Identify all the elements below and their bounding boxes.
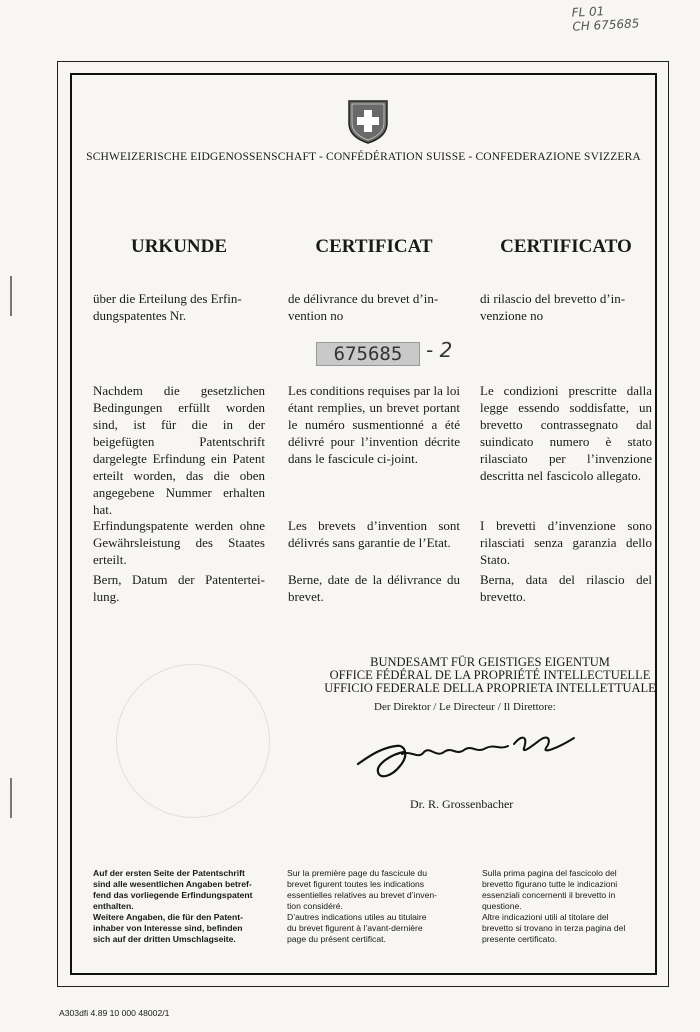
footer-note-line: presente certificato. (482, 934, 557, 944)
office-name-fr: OFFICE FÉDÉRAL DE LA PROPRIÉTÉ INTELLECTUELLE (329, 668, 651, 682)
footer-note-line: essentielles relatives au brevet d’inven- (287, 890, 437, 900)
footer-note-line: enthalten. (93, 901, 134, 911)
conditions-paragraph-fr: Les conditions requises par la loi étant remplies, un brevet portant le numéro susmentionné a été délivré pour l’invention décrite dans le fascicule ci-joint. (288, 383, 460, 466)
footer-note-line: inhaber von Interesse sind, befinden (93, 923, 243, 933)
subheading-line: vention no (288, 308, 344, 323)
subheading-line: über die Erteilung des Erfin- (93, 291, 242, 306)
footer-note-line: Sur la première page du fascicule du (287, 868, 427, 878)
conditions-paragraph-de: Nachdem die gesetzlichen Bedingungen erfüllt worden sind, ist für die in der beigefügten Patentschrift dargelegte Erfindung ein Patent erteilt worden, das die oben angegebene Nummer erhalten hat. (93, 383, 265, 517)
subheading-fr (288, 290, 460, 324)
handwritten-line: CH 675685 (572, 16, 640, 34)
handwritten-line: FL 01 (571, 4, 605, 20)
footer-note-it (482, 868, 658, 945)
heading-certificato: CERTIFICATO (500, 236, 632, 257)
swiss-cross-shield-icon (347, 99, 389, 145)
footer-note-line: du brevet figurent à l’avant-dernière (287, 923, 423, 933)
office-name-it: UFFICIO FEDERALE DELLA PROPRIETA INTELLETTUALE (324, 681, 656, 695)
footer-note-line: sind alle wesentlichen Angaben betref- (93, 879, 252, 889)
footer-note-line: brevetto figurano tutte le indicazioni (482, 879, 618, 889)
guarantee-paragraph-fr: Les brevets d’invention sont délivrés sans garantie de l’Etat. (288, 518, 460, 550)
director-name: Dr. R. Grossenbacher (410, 797, 514, 811)
patent-number: 675685 (316, 342, 420, 366)
guarantee-paragraph-it: I brevetti d’invenzione sono rilasciati senza garanzia dello Stato. (480, 518, 652, 567)
footer-note-line: page du présent certificat. (287, 934, 386, 944)
footer-note-de (93, 868, 269, 945)
footer-note-line: tion considéré. (287, 901, 343, 911)
footer-note-line: D’autres indications utiles au titulaire (287, 912, 427, 922)
date-paragraph-de: Bern, Datum der Patentertei-lung. (93, 572, 265, 604)
date-paragraph-it: Berna, data del rilascio del brevetto. (480, 572, 652, 604)
binder-mark (10, 276, 12, 316)
subheading-line: venzione no (480, 308, 544, 323)
date-paragraph-fr: Berne, date de la délivrance du brevet. (288, 572, 460, 604)
footer-note-fr (287, 868, 463, 945)
footer-note-line: Auf der ersten Seite der Patentschrift (93, 868, 245, 878)
binder-mark (10, 778, 12, 818)
subheading-line: dungspatentes Nr. (93, 308, 187, 323)
heading-certificat: CERTIFICAT (315, 236, 433, 257)
footer-note-line: essenziali concernenti il brevetto in (482, 890, 616, 900)
subheading-it (480, 290, 652, 324)
subheading-line: de délivrance du brevet d’in- (288, 291, 439, 306)
footer-note-line: sich auf der dritten Umschlagseite. (93, 934, 236, 944)
faint-seal-stamp (116, 664, 270, 818)
footer-note-line: brevet figurent toutes les indications (287, 879, 425, 889)
subheading-line: di rilascio del brevetto d’in- (480, 291, 626, 306)
heading-urkunde: URKUNDE (130, 236, 228, 257)
footer-note-line: brevetto si trovano in terza pagina del (482, 923, 626, 933)
handwritten-note (571, 2, 639, 33)
guarantee-paragraph-de: Erfindungspatente werden ohne Gewährsleistung des Staates erteilt. (93, 518, 265, 567)
footer-note-line: Weitere Angaben, die für den Patent- (93, 912, 243, 922)
footer-note-line: questione. (482, 901, 522, 911)
subheading-de (93, 290, 265, 324)
patent-number-suffix: - 2 (426, 338, 453, 362)
director-signature (352, 724, 592, 788)
footer-note-line: fend das vorliegende Erfindungspatent (93, 890, 253, 900)
director-title: Der Direktor / Le Directeur / Il Direttore: (374, 701, 556, 713)
office-name-de: BUNDESAMT FÜR GEISTIGES EIGENTUM (370, 655, 610, 669)
footer-note-line: Altre indicazioni utili al titolare del (482, 912, 609, 922)
confederation-title: SCHWEIZERISCHE EIDGENOSSENSCHAFT - CONFÉDÉRATION SUISSE - CONFEDERAZIONE SVIZZERA (86, 151, 641, 163)
conditions-paragraph-it: Le condizioni prescritte dalla legge essendo soddisfatte, un brevetto contrassegnato dal suindicato numero è stato rilasciato per l’invenzione descritta nel fascicolo allegato. (480, 383, 652, 483)
footer-note-line: Sulla prima pagina del fascicolo del (482, 868, 617, 878)
form-code: A303dfi 4.89 10 000 48002/1 (59, 1008, 170, 1018)
